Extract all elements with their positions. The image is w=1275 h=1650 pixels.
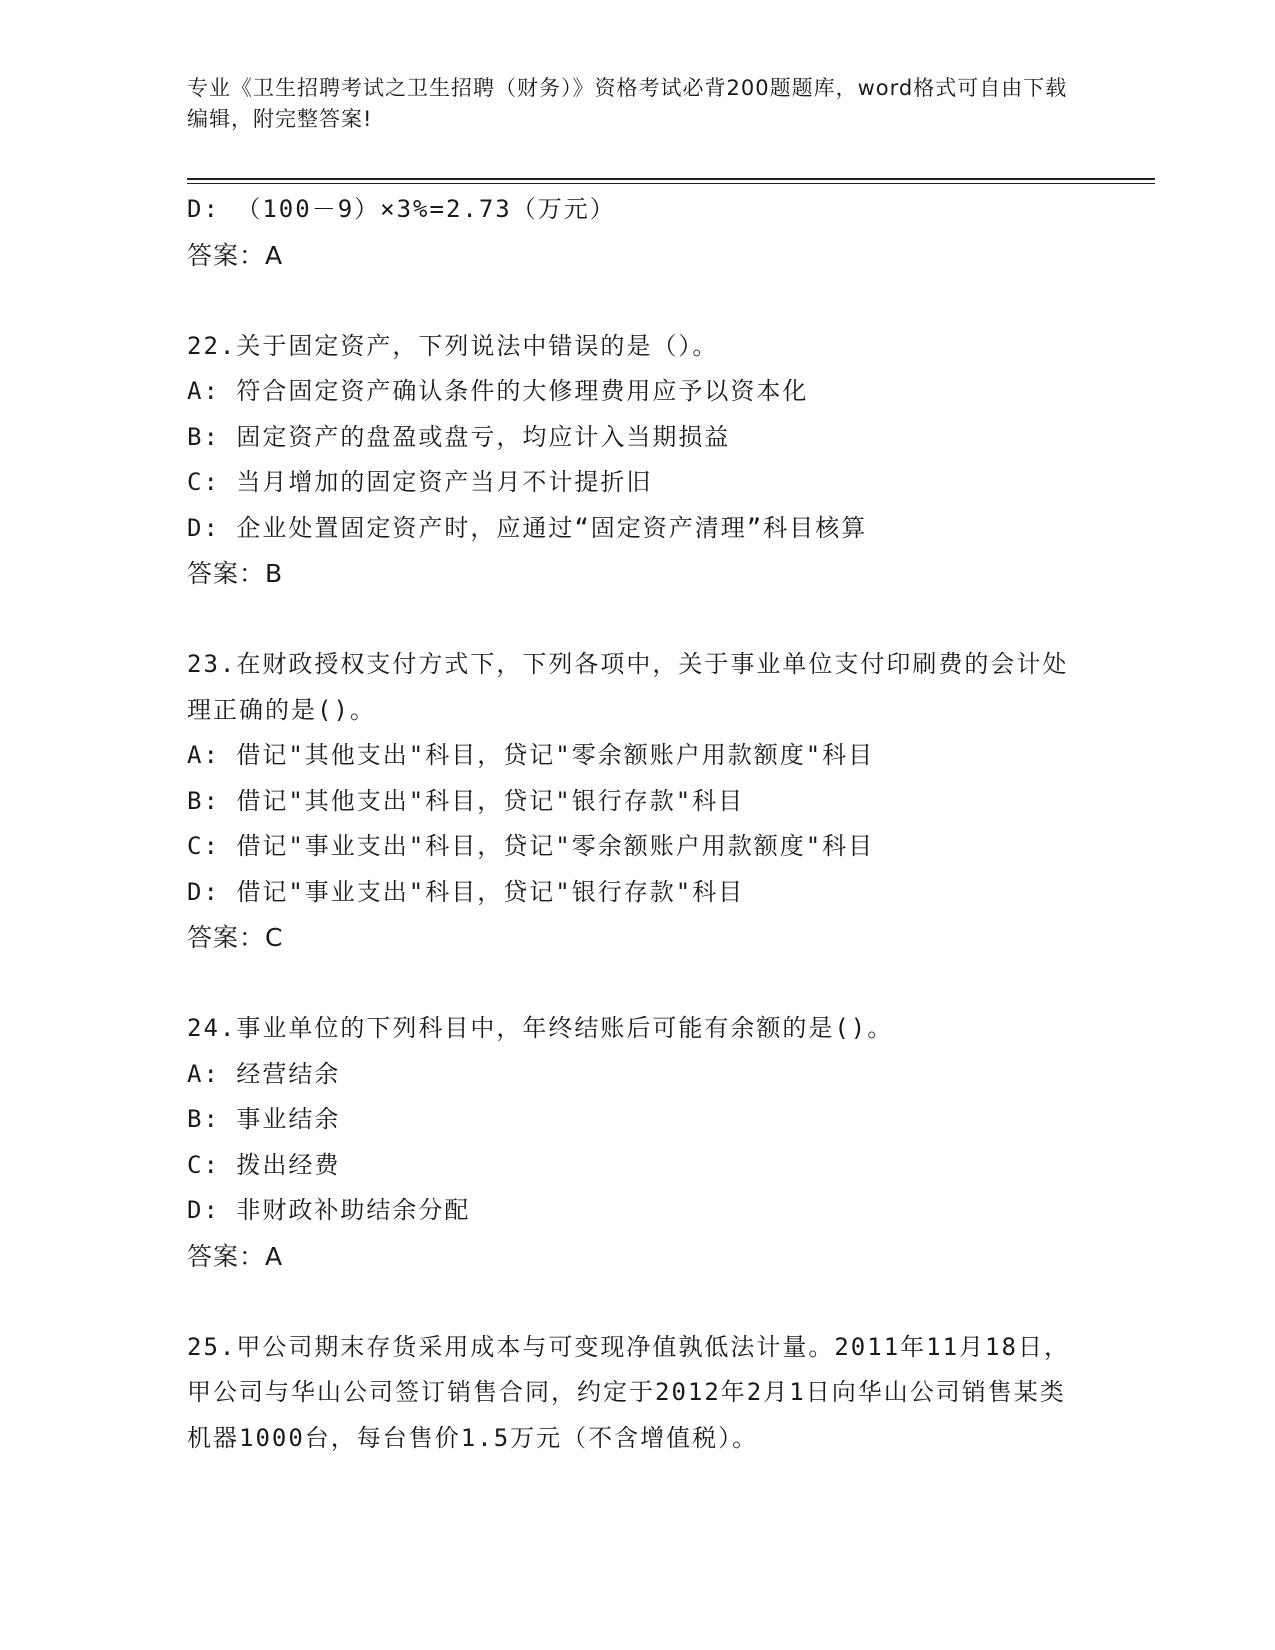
document-body [187,187,1087,1461]
answer-line: 答案：C [187,923,284,952]
option-b: B: 事业结余 [187,1105,341,1133]
question-block [187,1325,1087,1462]
option-d: D: （100－9）×3%=2.73（万元） [187,195,616,223]
option-a: A: 借记"其他支出"科目，贷记"零余额账户用款额度"科目 [187,741,875,769]
spacer [187,597,1087,643]
question-stem: 23.在财政授权支付方式下，下列各项中，关于事业单位支付印刷费的会计处理正确的是()。 [187,650,1069,724]
option-b: B: 借记"其他支出"科目，贷记"银行存款"科目 [187,786,745,815]
question-stem: 25.甲公司期末存货采用成本与可变现净值孰低法计量。2011年11月18日，甲公司与华山公司签订销售合同，约定于2012年2月1日向华山公司销售某类机器1000台，每台售价1.5万元（不含增值税）。 [187,1332,1070,1452]
option-c: C: 拨出经费 [187,1150,341,1179]
option-d: D: 借记"事业支出"科目，贷记"银行存款"科目 [187,877,745,906]
question-block [187,1006,1087,1279]
answer-line: 答案：A [187,1241,284,1271]
question-block [187,324,1087,597]
answer-line: 答案：A [187,240,284,270]
question-block [187,642,1087,961]
spacer [187,961,1087,1007]
option-c: C: 当月增加的固定资产当月不计提折旧 [187,468,653,496]
spacer [187,278,1087,324]
option-d: D: 企业处置固定资产时，应通过“固定资产清理”科目核算 [187,513,868,542]
question-stem: 24.事业单位的下列科目中，年终结账后可能有余额的是()。 [187,1014,894,1042]
option-b: B: 固定资产的盘盈或盘亏，均应计入当期损益 [187,422,731,451]
question-stem: 22.关于固定资产，下列说法中错误的是（）。 [187,331,719,360]
header-divider [187,178,1155,184]
document-title: 专业《卫生招聘考试之卫生招聘（财务）》资格考试必背200题题库，word格式可自由下载编辑，附完整答案! [187,76,1068,131]
spacer [187,1279,1087,1325]
answer-line: 答案：B [187,559,284,588]
option-a: A: 符合固定资产确认条件的大修理费用应予以资本化 [187,377,809,405]
option-d: D: 非财政补助结余分配 [187,1196,471,1224]
option-c: C: 借记"事业支出"科目，贷记"零余额账户用款额度"科目 [187,832,875,860]
option-a: A: 经营结余 [187,1059,341,1088]
page-header [187,73,1087,135]
